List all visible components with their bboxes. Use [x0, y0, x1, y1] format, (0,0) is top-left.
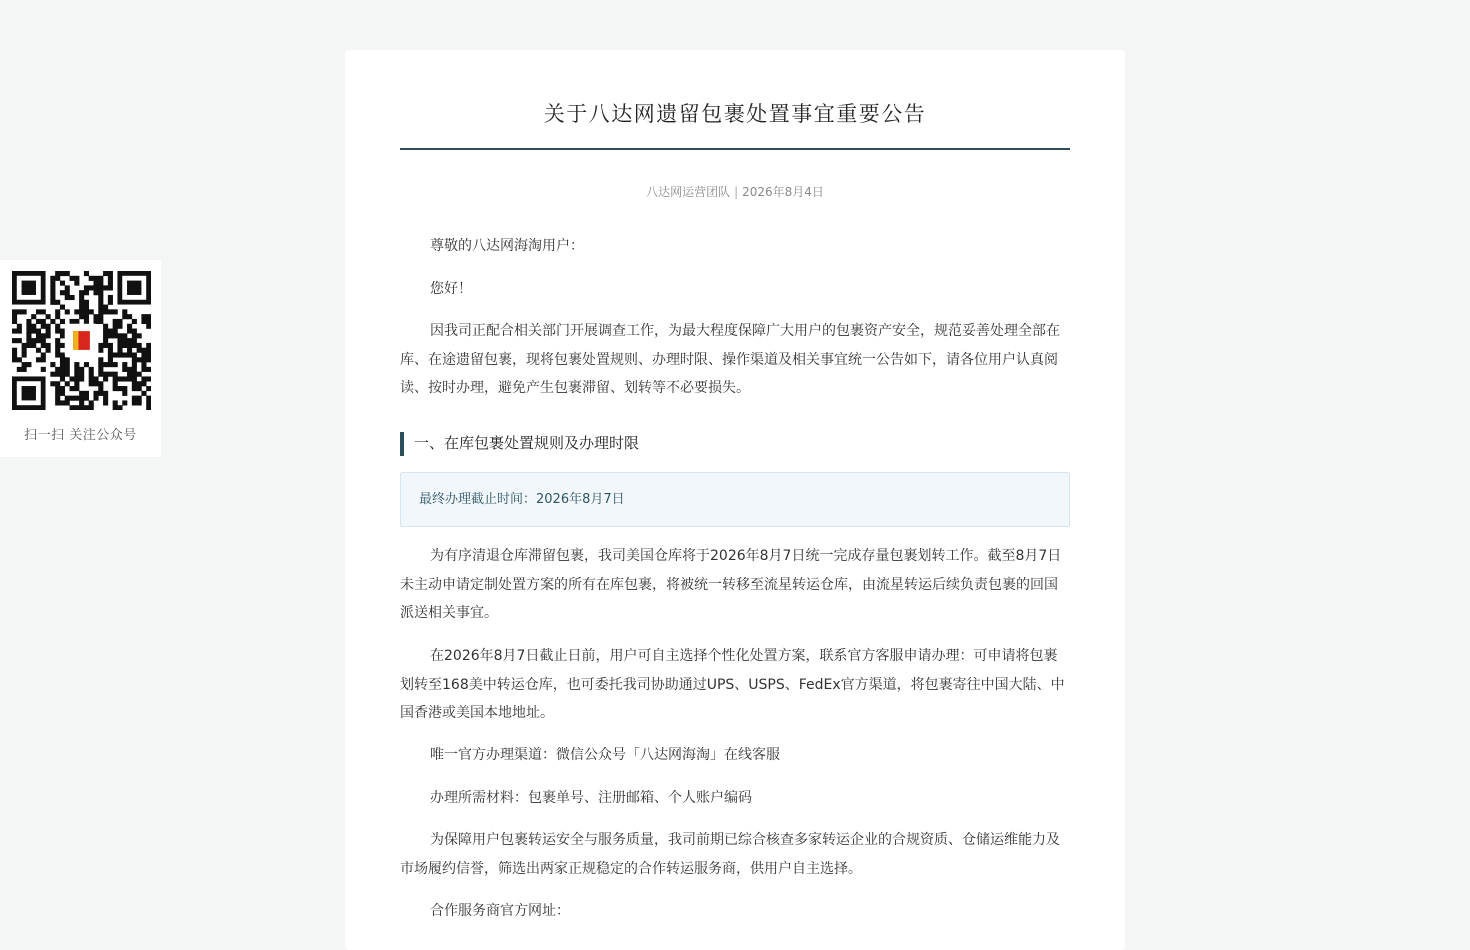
section-heading-text: 一、在库包裹处置规则及办理时限	[414, 434, 640, 452]
section-accent-bar	[400, 432, 404, 456]
qr-caption: 扫一扫 关注公众号	[24, 428, 137, 443]
qr-follow-panel	[0, 260, 161, 457]
announcement-card	[345, 50, 1125, 950]
partners-intro-paragraph: 为保障用户包裹转运安全与服务质量，我司前期已综合核查多家转运企业的合规资质、仓储运维能力及市场履约信誉，筛选出两家正规稳定的合作转运服务商，供用户自主选择。	[400, 832, 1060, 877]
deadline-notice-box	[400, 472, 1070, 527]
wechat-qr-code	[12, 271, 151, 410]
greeting-paragraph: 尊敬的八达网海淘用户：	[430, 238, 584, 254]
official-channel-paragraph: 唯一官方办理渠道：微信公众号「八达网海淘」在线客服	[430, 747, 780, 763]
hello-paragraph: 您好！	[430, 281, 472, 297]
article-author: 八达网运营团队	[646, 185, 731, 199]
custom-plan-paragraph: 在2026年8月7日截止日前，用户可自主选择个性化处置方案，联系官方客服申请办理：可申请将包裹划转至168美中转运仓库，也可委托我司协助通过UPS、USPS、FedEx官方渠道，将包裹寄往中国大陆、中国香港或美国本地地址。	[400, 648, 1065, 721]
section-heading	[400, 430, 1070, 456]
intro-paragraph: 因我司正配合相关部门开展调查工作，为最大程度保障广大用户的包裹资产安全，规范妥善处理全部在库、在途遗留包裹，现将包裹处置规则、办理时限、操作渠道及相关事宜统一公告如下，请各位用户认真阅读、按时办理，避免产生包裹滞留、划转等不必要损失。	[400, 323, 1060, 396]
meta-separator: |	[734, 185, 739, 199]
partners-url-label: 合作服务商官方网址：	[430, 903, 570, 919]
title-divider	[400, 148, 1070, 150]
article-meta	[400, 182, 1070, 202]
transfer-paragraph: 为有序清退仓库滞留包裹，我司美国仓库将于2026年8月7日统一完成存量包裹划转工作。截至8月7日未主动申请定制处置方案的所有在库包裹，将被统一转移至流星转运仓库，由流星转运后续负责包裹的回国派送相关事宜。	[400, 548, 1062, 621]
page-title: 关于八达网遗留包裹处置事宜重要公告	[543, 102, 927, 126]
article-date: 2026年8月4日	[742, 185, 824, 199]
materials-paragraph: 办理所需材料：包裹单号、注册邮箱、个人账户编码	[430, 790, 752, 806]
qr-code-image	[12, 271, 151, 410]
deadline-notice-text: 最终办理截止时间：2026年8月7日	[419, 492, 625, 507]
